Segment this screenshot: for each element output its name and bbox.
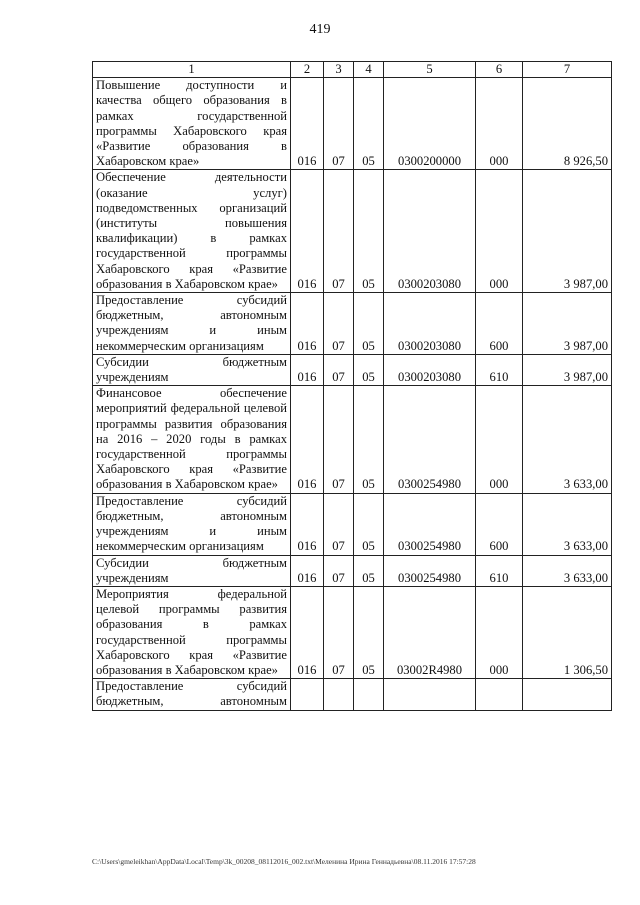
row-name: Повышение доступности и качества общего образования в рамках государственной программы Хабаровского края «Развитие образования в Хабаровском крае» — [93, 78, 291, 170]
row-col-6: 000 — [476, 586, 523, 678]
header-col-6: 6 — [476, 62, 523, 78]
row-name: Субсидии бюджетным учреждениям — [93, 354, 291, 385]
row-col-2: 016 — [291, 78, 324, 170]
row-col-6: 610 — [476, 354, 523, 385]
row-col-5: 0300254980 — [384, 493, 476, 555]
row-col-5: 0300203080 — [384, 170, 476, 293]
row-col-6: 000 — [476, 78, 523, 170]
row-col-2: 016 — [291, 555, 324, 586]
header-col-2: 2 — [291, 62, 324, 78]
row-col-3: 07 — [324, 586, 354, 678]
header-col-3: 3 — [324, 62, 354, 78]
table-row-partial — [93, 679, 612, 710]
row-col-6: 000 — [476, 170, 523, 293]
row-col-2: 016 — [291, 293, 324, 355]
header-col-4: 4 — [354, 62, 384, 78]
table-row — [93, 78, 612, 170]
table-row — [93, 555, 612, 586]
table-row — [93, 493, 612, 555]
row-col-3: 07 — [324, 354, 354, 385]
row-name: Предоставление субсидий бюджетным, автономным учреждениям и иным некоммерческим организациям — [93, 293, 291, 355]
table-row — [93, 386, 612, 493]
header-col-5: 5 — [384, 62, 476, 78]
row-amount: 1 306,50 — [523, 586, 612, 678]
row-col-2: 016 — [291, 354, 324, 385]
row-col-2: 016 — [291, 493, 324, 555]
row-col-4: 05 — [354, 493, 384, 555]
row-col-4: 05 — [354, 555, 384, 586]
row-col-3: 07 — [324, 78, 354, 170]
row-col-4: 05 — [354, 78, 384, 170]
row-col-5 — [384, 679, 476, 710]
row-col-3: 07 — [324, 555, 354, 586]
row-name: Субсидии бюджетным учреждениям — [93, 555, 291, 586]
row-col-2: 016 — [291, 386, 324, 493]
row-amount: 3 633,00 — [523, 386, 612, 493]
header-col-7: 7 — [523, 62, 612, 78]
page-number: 419 — [309, 22, 331, 37]
row-amount: 3 987,00 — [523, 293, 612, 355]
table-body — [93, 78, 612, 710]
row-col-3: 07 — [324, 293, 354, 355]
row-name: Обеспечение деятельности (оказание услуг) подведомственных организаций (институты повышения квалификации) в рамках государственной программы Хабаровского края «Развитие образования в Хабаровском крае» — [93, 170, 291, 293]
table-row — [93, 354, 612, 385]
row-col-4: 05 — [354, 586, 384, 678]
row-col-5: 0300254980 — [384, 555, 476, 586]
row-amount: 3 633,00 — [523, 555, 612, 586]
row-amount: 3 987,00 — [523, 354, 612, 385]
header-col-1: 1 — [93, 62, 291, 78]
row-col-2 — [291, 679, 324, 710]
table-row — [93, 293, 612, 355]
header-row — [93, 62, 612, 78]
row-col-2: 016 — [291, 586, 324, 678]
row-col-4 — [354, 679, 384, 710]
budget-table — [92, 61, 612, 711]
row-amount: 3 633,00 — [523, 493, 612, 555]
row-name: Предоставление субсидий бюджетным, автономным — [93, 679, 291, 710]
row-col-4: 05 — [354, 170, 384, 293]
row-col-6: 000 — [476, 386, 523, 493]
row-col-6 — [476, 679, 523, 710]
table-row — [93, 170, 612, 293]
row-col-5: 0300200000 — [384, 78, 476, 170]
table-row — [93, 586, 612, 678]
row-col-5: 0300203080 — [384, 293, 476, 355]
row-amount — [523, 679, 612, 710]
row-col-3: 07 — [324, 170, 354, 293]
row-col-3: 07 — [324, 493, 354, 555]
row-col-5: 0300254980 — [384, 386, 476, 493]
row-name: Предоставление субсидий бюджетным, автономным учреждениям и иным некоммерческим организациям — [93, 493, 291, 555]
row-col-3 — [324, 679, 354, 710]
row-col-5: 03002R4980 — [384, 586, 476, 678]
row-amount: 8 926,50 — [523, 78, 612, 170]
footer-file-path: C:\Users\gmeleikhan\AppData\Local\Temp\3k_00208_08112016_002.txt\Меленина Ирина Геннадьевна\08.11.2016 17:57:28 — [92, 857, 476, 866]
row-col-6: 600 — [476, 493, 523, 555]
row-col-6: 600 — [476, 293, 523, 355]
row-col-2: 016 — [291, 170, 324, 293]
row-amount: 3 987,00 — [523, 170, 612, 293]
row-col-5: 0300203080 — [384, 354, 476, 385]
row-col-6: 610 — [476, 555, 523, 586]
row-col-4: 05 — [354, 293, 384, 355]
row-col-4: 05 — [354, 354, 384, 385]
row-name: Финансовое обеспечение мероприятий федеральной целевой программы развития образования на 2016 – 2020 годы в рамках государственной программы Хабаровского края «Развитие образования в Хабаровском крае» — [93, 386, 291, 493]
row-col-3: 07 — [324, 386, 354, 493]
row-name: Мероприятия федеральной целевой программы развития образования в рамках государственной программы Хабаровского края «Развитие образования в Хабаровском крае» — [93, 586, 291, 678]
row-col-4: 05 — [354, 386, 384, 493]
table-header — [93, 62, 612, 78]
